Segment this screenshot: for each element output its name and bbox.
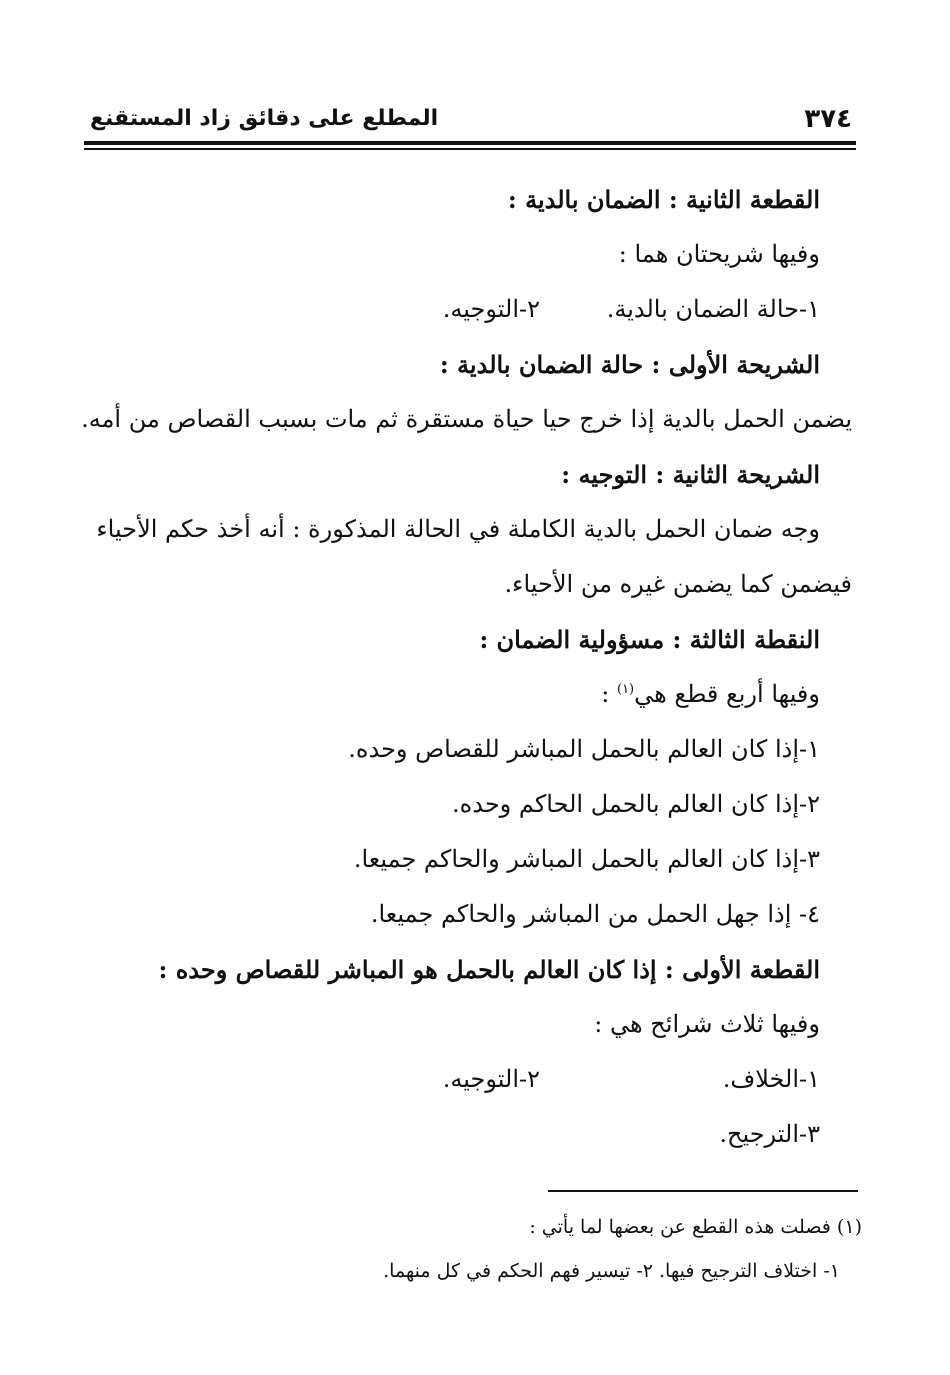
list-item: ٢-إذا كان العالم بالحمل الحاكم وحده.: [452, 790, 820, 818]
body-line: وفيها شريحتان هما :: [618, 240, 820, 268]
body-text: :: [601, 680, 617, 708]
header-rule-thin: [84, 148, 856, 150]
list-item: ٢-التوجيه.: [442, 295, 540, 323]
running-title: المطلع على دقائق زاد المستقنع: [90, 106, 439, 131]
body-line: فيضمن كما يضمن غيره من الأحياء.: [504, 570, 852, 598]
body-line: يضمن الحمل بالدية إذا خرج حيا حياة مستقرة ثم مات بسبب القصاص من أمه.: [81, 405, 852, 433]
footnote-line: (١) فصلت هذه القطع عن بعضها لما يأتي :: [529, 1216, 862, 1238]
body-text: وفيها أربع قطع هي: [634, 680, 820, 708]
section-heading: النقطة الثالثة : مسؤولية الضمان :: [479, 625, 820, 654]
footnote-line: ١- اختلاف الترجيح فيها. ٢- تيسير فهم الحكم في كل منهما.: [383, 1260, 840, 1282]
footnotes: [95, 1205, 862, 1293]
body-line: وفيها ثلاث شرائح هي :: [594, 1010, 820, 1038]
body-line-with-footnote: [95, 667, 820, 722]
list-item: ٣-الترجيح.: [719, 1120, 820, 1148]
list-item: ٣-إذا كان العالم بالحمل المباشر والحاكم جميعا.: [353, 845, 820, 873]
list-item: ١-حالة الضمان بالدية.: [606, 295, 820, 323]
page-body: [81, 172, 852, 1162]
list-item: ٢-التوجيه.: [442, 1065, 540, 1093]
list-pair: [95, 282, 820, 337]
section-heading: القطعة الأولى : إذا كان العالم بالحمل هو المباشر للقصاص وحده :: [158, 955, 820, 984]
list-item: ١-الخلاف.: [722, 1065, 820, 1093]
section-heading: القطعة الثانية : الضمان بالدية :: [507, 185, 820, 214]
section-heading: الشريحة الثانية : التوجيه :: [561, 460, 820, 489]
section-heading: الشريحة الأولى : حالة الضمان بالدية :: [439, 350, 820, 379]
list-item: ١-إذا كان العالم بالحمل المباشر للقصاص وحده.: [348, 735, 820, 763]
footnote-marker: (١): [616, 682, 635, 697]
header-rule-thick: [84, 141, 856, 145]
list-item: ٤- إذا جهل الحمل من المباشر والحاكم جميعا.: [370, 900, 820, 928]
page-number: ٣٧٤: [804, 104, 852, 134]
page-header: [84, 104, 856, 138]
list-pair: [95, 1052, 820, 1107]
footnote-separator: [548, 1190, 858, 1192]
body-line: وجه ضمان الحمل بالدية الكاملة في الحالة المذكورة : أنه أخذ حكم الأحياء: [96, 515, 820, 543]
